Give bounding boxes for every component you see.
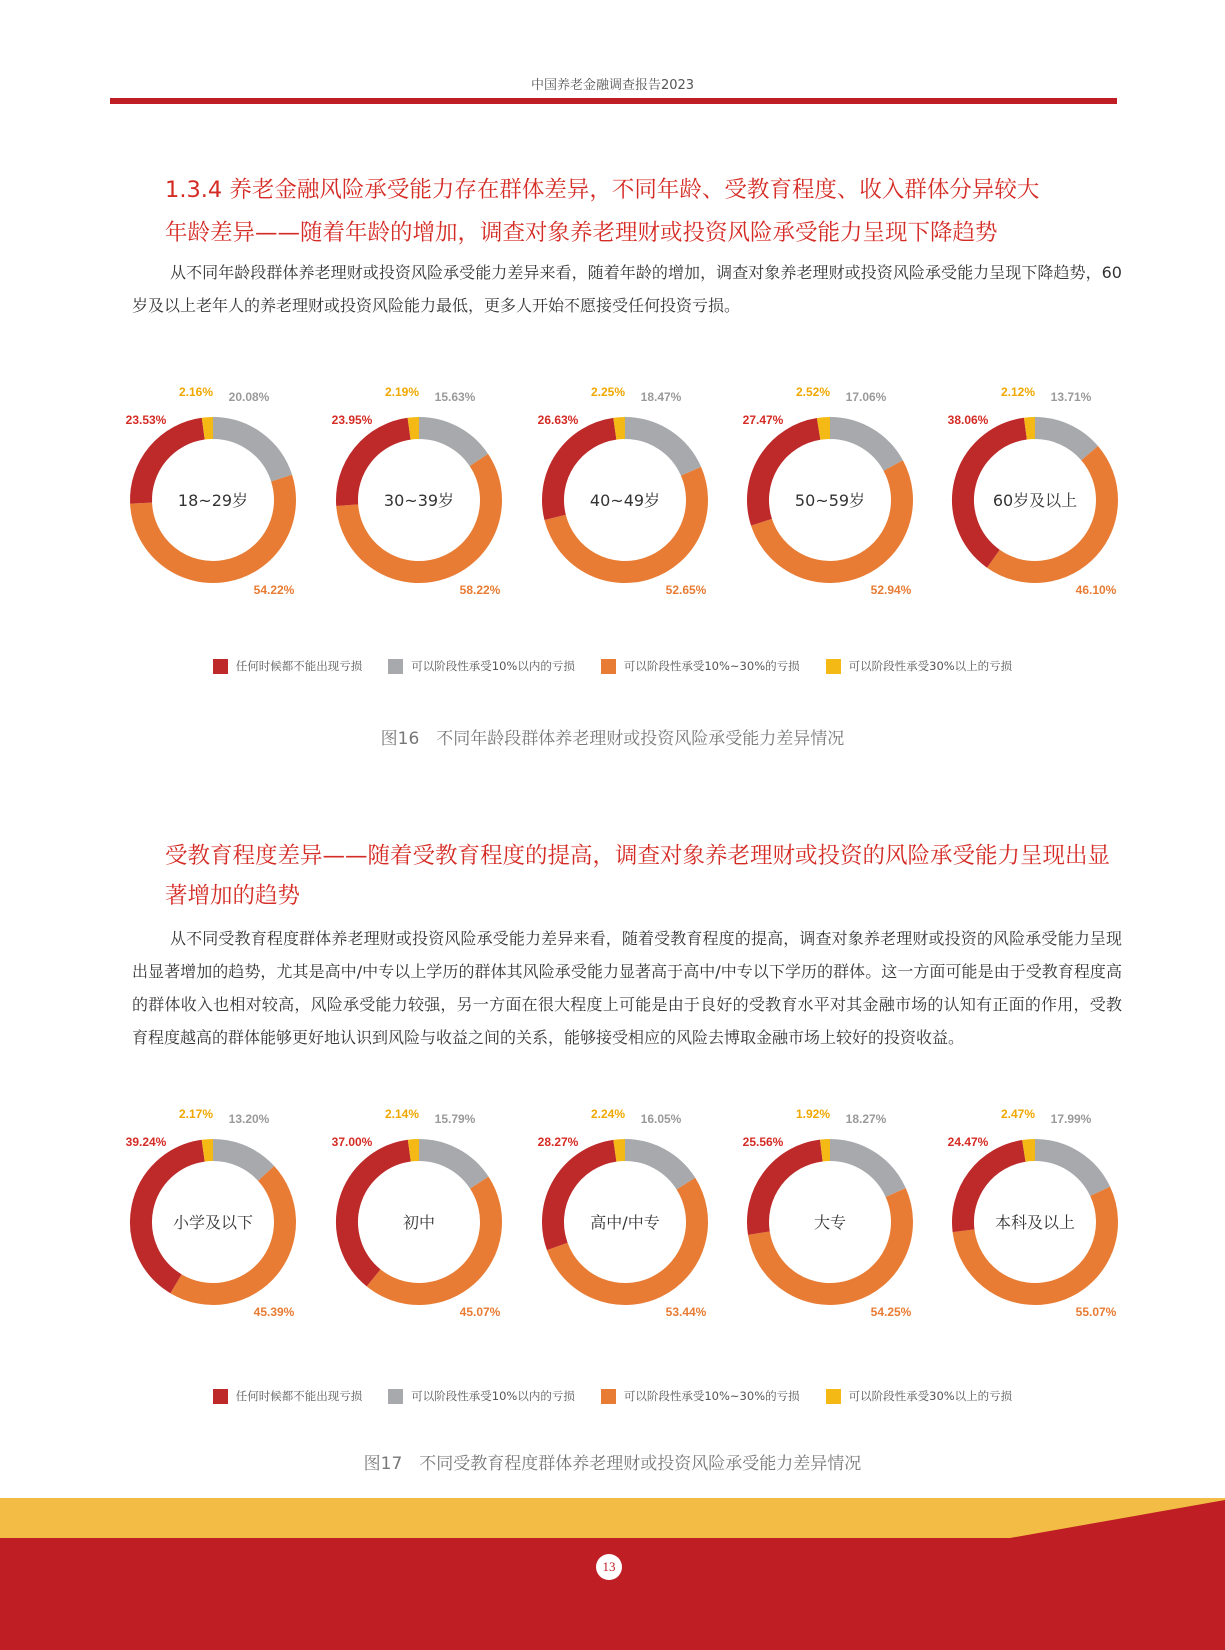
donut-value-label: 45.39% [253, 1305, 295, 1319]
donut-segment-可以阶段性承受10%以内的亏损 [1035, 1150, 1100, 1191]
legend-label: 任何时候都不能出现亏损 [235, 659, 363, 673]
legend-age [0, 658, 1225, 674]
donut-value-label: 58.22% [459, 583, 501, 597]
legend-item-above-30 [826, 1388, 1013, 1404]
legend-label: 任何时候都不能出现亏损 [235, 1389, 363, 1403]
donut-segment-可以阶段性承受30%以上的亏损 [1024, 1150, 1035, 1151]
header-divider [110, 98, 1117, 104]
donut-segment-可以阶段性承受30%以上的亏损 [409, 1150, 419, 1151]
donut-segment-可以阶段性承受10%以内的亏损 [625, 1150, 686, 1184]
legend-swatch [213, 659, 228, 674]
donut-segment-可以阶段性承受10%以内的亏损 [213, 1150, 266, 1173]
donut-segment-可以阶段性承受10%以内的亏损 [625, 428, 691, 471]
legend-item-above-30 [826, 658, 1013, 674]
donut-center-label: 18~29岁 [177, 491, 249, 510]
donut-center-label: 40~49岁 [589, 491, 661, 510]
donut-segment-可以阶段性承受10%~30%的亏损 [555, 471, 697, 572]
legend-item-no-loss [213, 658, 363, 674]
legend-swatch [213, 1389, 228, 1404]
education-donut-charts [0, 1102, 1225, 1342]
donut-value-label: 2.12% [1000, 385, 1036, 399]
donut-segment-任何时候都不能出现亏损 [553, 1151, 615, 1247]
legend-education [0, 1388, 1225, 1404]
legend-swatch [826, 659, 841, 674]
donut-segment-可以阶段性承受10%~30%的亏损 [176, 1173, 285, 1294]
donut-value-label: 17.99% [1050, 1112, 1092, 1126]
donut-center-label: 初中 [402, 1213, 436, 1232]
donut-value-label: 26.63% [537, 413, 579, 427]
legend-label: 可以阶段性承受10%以内的亏损 [411, 1389, 575, 1403]
donut-value-label: 52.94% [870, 583, 912, 597]
legend-label: 可以阶段性承受10%~30%的亏损 [623, 1389, 800, 1403]
donut-value-label: 15.63% [434, 390, 476, 404]
donut-segment-可以阶段性承受10%~30%的亏损 [762, 466, 902, 572]
donut-segment-可以阶段性承受30%以上的亏损 [1025, 428, 1035, 429]
legend-item-10-30 [601, 658, 800, 674]
report-header-title: 中国养老金融调查报告2023 [530, 78, 695, 93]
donut-value-label: 1.92% [795, 1107, 831, 1121]
donut-segment-可以阶段性承受10%~30%的亏损 [347, 460, 491, 572]
donut-segment-任何时候都不能出现亏损 [758, 1151, 821, 1234]
legend-item-10-30 [601, 1388, 800, 1404]
donut-value-label: 38.06% [947, 413, 989, 427]
paragraph-age: 从不同年龄段群体养老理财或投资风险承受能力差异来看，随着年龄的增加，调查对象养老理财或投资风险承受能力呈现下降趋势，60岁及以上老年人的养老理财或投资风险能力最低，更多人开始不愿接受任何投资亏损。 [132, 263, 1122, 315]
legend-label: 可以阶段性承受30%以上的亏损 [848, 1389, 1013, 1403]
donut-segment-可以阶段性承受10%~30%的亏损 [759, 1192, 902, 1294]
legend-label: 可以阶段性承受30%以上的亏损 [848, 659, 1013, 673]
donut-segment-可以阶段性承受10%~30%的亏损 [557, 1184, 697, 1294]
donut-value-label: 28.27% [537, 1135, 579, 1149]
donut-value-label: 13.20% [228, 1112, 270, 1126]
donut-value-label: 2.52% [795, 385, 831, 399]
figure-caption-16: 图16 不同年龄段群体养老理财或投资风险承受能力差异情况 [380, 729, 845, 749]
donut-segment-可以阶段性承受10%以内的亏损 [419, 1150, 479, 1183]
donut-value-label: 2.17% [178, 1107, 214, 1121]
donut-value-label: 2.24% [590, 1107, 626, 1121]
page-number: 13 [596, 1554, 622, 1580]
legend-swatch [601, 659, 616, 674]
donut-segment-可以阶段性承受30%以上的亏损 [821, 1150, 830, 1151]
section-subheading-age: 年龄差异——随着年龄的增加，调查对象养老理财或投资风险承受能力呈现下降趋势 [165, 220, 998, 246]
donut-value-label: 2.16% [178, 385, 214, 399]
donut-center-label: 60岁及以上 [992, 491, 1078, 510]
donut-value-label: 53.44% [665, 1305, 707, 1319]
donut-value-label: 2.14% [384, 1107, 420, 1121]
legend-swatch [388, 659, 403, 674]
paragraph-education: 从不同受教育程度群体养老理财或投资风险承受能力差异来看，随着受教育程度的提高，调查对象养老理财或投资的风险承受能力呈现出显著增加的趋势，尤其是高中/中专以上学历的群体其风险承受能力显著高于高中/中专以下学历的群体。这一方面可能是由于受教育程度高的群体收入也相对较高，风险承受能力较强，另一方面在很大程度上可能是由于良好的受教育水平对其金融市场的认知有正面的作用，受教育程度越高的群体能够更好地认识到风险与收益之间的关系，能够接受相应的风险去博取金融市场上较好的投资收益。 [132, 929, 1122, 1047]
donut-value-label: 16.05% [640, 1112, 682, 1126]
donut-segment-可以阶段性承受10%以内的亏损 [213, 428, 282, 478]
donut-segment-可以阶段性承受30%以上的亏损 [615, 428, 625, 429]
donut-center-label: 小学及以下 [172, 1213, 254, 1232]
donut-value-label: 2.47% [1000, 1107, 1036, 1121]
donut-value-label: 54.22% [253, 583, 295, 597]
donut-center-label: 50~59岁 [794, 491, 866, 510]
donut-value-label: 20.08% [228, 390, 270, 404]
donut-value-label: 25.56% [742, 1135, 784, 1149]
donut-value-label: 23.95% [331, 413, 373, 427]
donut-value-label: 46.10% [1075, 583, 1117, 597]
donut-value-label: 18.47% [640, 390, 682, 404]
donut-value-label: 23.53% [125, 413, 167, 427]
age-donut-charts [0, 380, 1225, 620]
donut-value-label: 17.06% [845, 390, 887, 404]
donut-value-label: 24.47% [947, 1135, 989, 1149]
heading-education-text: 受教育程度差异——随着受教育程度的提高，调查对象养老理财或投资的风险承受能力呈现出显著增加的趋势 [165, 843, 1111, 909]
donut-segment-可以阶段性承受30%以上的亏损 [615, 1150, 625, 1151]
donut-segment-可以阶段性承受30%以上的亏损 [203, 428, 213, 429]
legend-item-within-10 [388, 658, 575, 674]
legend-swatch [826, 1389, 841, 1404]
donut-segment-可以阶段性承受10%以内的亏损 [830, 1150, 896, 1192]
donut-center-label: 本科及以上 [994, 1213, 1076, 1232]
figure-caption-17: 图17 不同受教育程度群体养老理财或投资风险承受能力差异情况 [363, 1454, 862, 1474]
donut-value-label: 37.00% [331, 1135, 373, 1149]
donut-segment-任何时候都不能出现亏损 [347, 1151, 409, 1278]
donut-segment-可以阶段性承受10%以内的亏损 [830, 428, 893, 466]
donut-center-label: 大专 [813, 1213, 847, 1232]
donut-value-label: 2.25% [590, 385, 626, 399]
donut-value-label: 27.47% [742, 413, 784, 427]
donut-segment-可以阶段性承受10%~30%的亏损 [964, 1191, 1107, 1294]
section-heading-education [165, 836, 1130, 916]
donut-segment-可以阶段性承受10%以内的亏损 [419, 428, 479, 460]
legend-label: 可以阶段性承受10%以内的亏损 [411, 659, 575, 673]
donut-segment-可以阶段性承受10%以内的亏损 [1035, 428, 1090, 453]
donut-segment-可以阶段性承受30%以上的亏损 [819, 428, 830, 429]
donut-segment-可以阶段性承受30%以上的亏损 [409, 428, 419, 429]
legend-item-no-loss [213, 1388, 363, 1404]
legend-label: 可以阶段性承受10%~30%的亏损 [623, 659, 800, 673]
donut-value-label: 13.71% [1050, 390, 1092, 404]
donut-value-label: 54.25% [870, 1305, 912, 1319]
donut-segment-可以阶段性承受10%~30%的亏损 [993, 453, 1107, 572]
donut-center-label: 30~39岁 [383, 491, 455, 510]
donut-value-label: 55.07% [1075, 1305, 1117, 1319]
legend-swatch [601, 1389, 616, 1404]
donut-value-label: 15.79% [434, 1112, 476, 1126]
donut-value-label: 2.19% [384, 385, 420, 399]
legend-swatch [388, 1389, 403, 1404]
legend-item-within-10 [388, 1388, 575, 1404]
donut-segment-可以阶段性承受10%~30%的亏损 [374, 1183, 491, 1294]
donut-value-label: 18.27% [845, 1112, 887, 1126]
donut-value-label: 45.07% [459, 1305, 501, 1319]
section-heading-1: 1.3.4 养老金融风险承受能力存在群体差异，不同年龄、受教育程度、收入群体分异较大 [165, 177, 1040, 203]
donut-value-label: 52.65% [665, 583, 707, 597]
donut-value-label: 39.24% [125, 1135, 167, 1149]
donut-center-label: 高中/中专 [590, 1213, 660, 1232]
donut-segment-可以阶段性承受30%以上的亏损 [203, 1150, 213, 1151]
